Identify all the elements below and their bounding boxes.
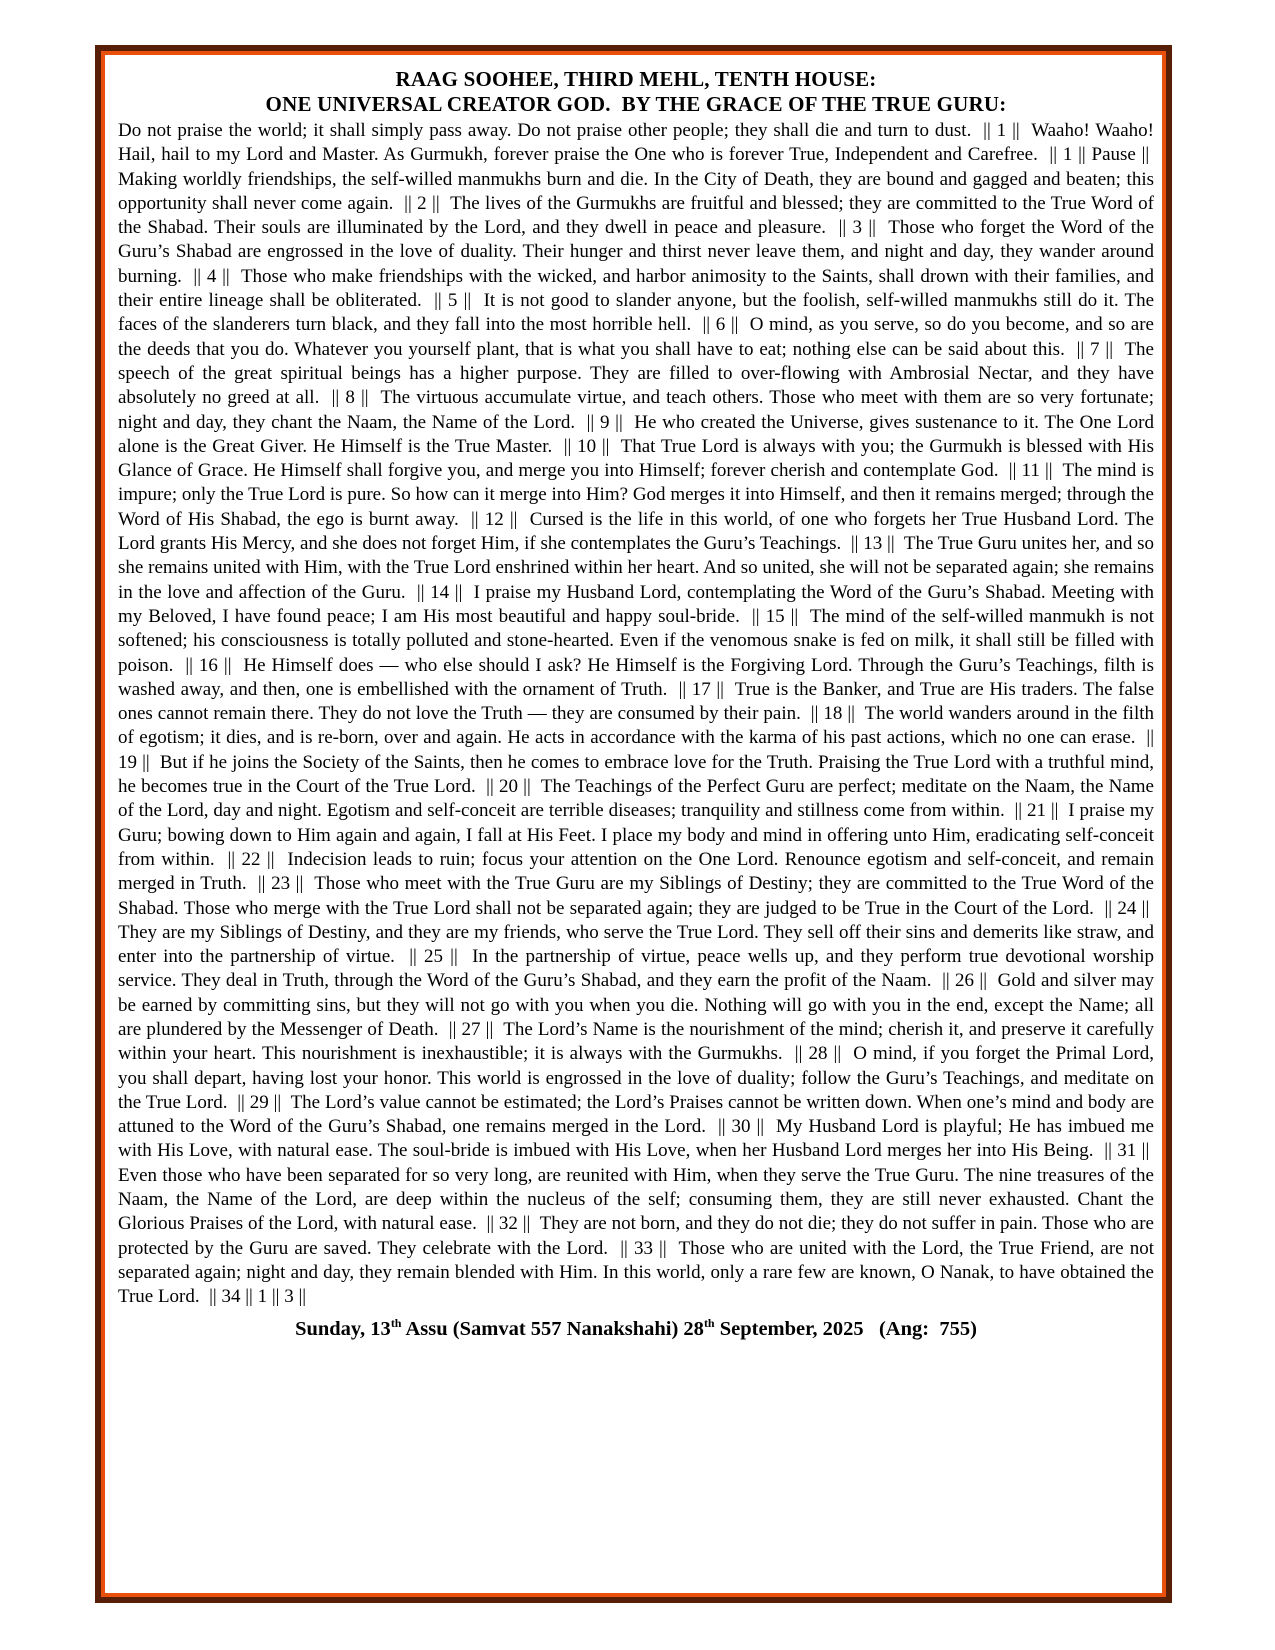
footer-date-part2: Assu (Samvat 557 Nanakshahi) 28 bbox=[401, 1317, 704, 1340]
decorative-page-border bbox=[95, 45, 1172, 1603]
footer-date-part3-ang: September, 2025 (Ang: 755) bbox=[714, 1317, 977, 1340]
scripture-text: Do not praise the world; it shall simply pass away. Do not praise other people; they shall die and turn to dust. || 1 || Waaho! Waaho! Hail, hail to my Lord and Master. As Gurmukh, forever praise the One who is forever True, Independent and Carefree. || 1 || Pause || Making worldly friendships, the self-willed manmukhs burn and die. In the City of Death, they are bound and gagged and beaten; this opportunity shall never come again. || 2 || The lives of the Gurmukhs are fruitful and blessed; they are committed to the True Word of the Shabad. Their souls are illuminated by the Lord, and they dwell in peace and pleasure. || 3 || Those who forget the Word of the Guru’s Shabad are engrossed in the love of duality. Their hunger and thirst never leave them, and night and day, they wander around burning. || 4 || Those who make friendships with the wicked, and harbor animosity to the Saints, shall drown with their families, and their entire lineage shall be obliterated. || 5 || It is not good to slander anyone, but the foolish, self-willed manmukhs still do it. The faces of the slanderers turn black, and they fall into the most horrible hell. || 6 || O mind, as you serve, so do you become, and so are the deeds that you do. Whatever you yourself plant, that is what you shall have to eat; nothing else can be said about this. || 7 || The speech of the great spiritual beings has a higher purpose. They are filled to over-flowing with Ambrosial Nectar, and they have absolutely no greed at all. || 8 || The virtuous accumulate virtue, and teach others. Those who meet with them are so very fortunate; night and day, they chant the Naam, the Name of the Lord. || 9 || He who created the Universe, gives sustenance to it. The One Lord alone is the Great Giver. He Himself is the True Master. || 10 || That True Lord is always with you; the Gurmukh is blessed with His Glance of Grace. He Himself shall forgive you, and merge you into Himself; forever cherish and contemplate God. || 11 || The mind is impure; only the True Lord is pure. So how can it merge into Him? God merges it into Himself, and then it remains merged; through the Word of His Shabad, the ego is burnt away. || 12 || Cursed is the life in this world, of one who forgets her True Husband Lord. The Lord grants His Mercy, and she does not forget Him, if she contemplates the Guru’s Teachings. || 13 || The True Guru unites her, and so she remains united with Him, with the True Lord enshrined within her heart. And so united, she will not be separated again; she remains in the love and affection of the Guru. || 14 || I praise my Husband Lord, contemplating the Word of the Guru’s Shabad. Meeting with my Beloved, I have found peace; I am His most beautiful and happy soul-bride. || 15 || The mind of the self-willed manmukh is not softened; his consciousness is totally polluted and stone-hearted. Even if the venomous snake is fed on milk, it shall still be filled with poison. || 16 || He Himself does — who else should I ask? He Himself is the Forgiving Lord. Through the Guru’s Teachings, filth is washed away, and then, one is embellished with the ornament of Truth. || 17 || True is the Banker, and True are His traders. The false ones cannot remain there. They do not love the Truth — they are consumed by their pain. || 18 || The world wanders around in the filth of egotism; it dies, and is re-born, over and again. He acts in accordance with the karma of his past actions, which no one can erase. || 19 || But if he joins the Society of the Saints, then he comes to embrace love for the Truth. Praising the True Lord with a truthful mind, he becomes true in the Court of the True Lord. || 20 || The Teachings of the Perfect Guru are perfect; meditate on the Naam, the Name of the Lord, day and night. Egotism and self-conceit are terrible diseases; tranquility and stillness come from within. || 21 || I praise my Guru; bowing down to Him again and again, I fall at His Feet. I place my body and mind in offering unto Him, eradicating self-conceit from within. || 22 || Indecision leads to ruin; focus your attention on the One Lord. Renounce egotism and self-conceit, and remain merged in Truth. || 23 || Those who meet with the True Guru are my Siblings of Destiny; they are committed to the True Word of the Shabad. Those who merge with the True Lord shall not be separated again; they are judged to be True in the Court of the Lord. || 24 || They are my Siblings of Destiny, and they are my friends, who serve the True Lord. They sell off their sins and demerits like straw, and enter into the partnership of virtue. || 25 || In the partnership of virtue, peace wells up, and they perform true devotional worship service. They deal in Truth, through the Word of the Guru’s Shabad, and they earn the profit of the Naam. || 26 || Gold and silver may be earned by committing sins, but they will not go with you when you die. Nothing will go with you in the end, except the Name; all are plundered by the Messenger of Death. || 27 || The Lord’s Name is the nourishment of the mind; cherish it, and preserve it carefully within your heart. This nourishment is inexhaustible; it is always with the Gurmukhs. || 28 || O mind, if you forget the Primal Lord, you shall depart, having lost your honor. This world is engrossed in the love of duality; follow the Guru’s Teachings, and meditate on the True Lord. || 29 || The Lord’s value cannot be estimated; the Lord’s Praises cannot be written down. When one’s mind and body are attuned to the Word of the Guru’s Shabad, one remains merged in the Lord. || 30 || My Husband Lord is playful; He has imbued me with His Love, with natural ease. The soul-bride is imbued with His Love, when her Husband Lord merges her into His Being. || 31 || Even those who have been separated for so very long, are reunited with Him, when they serve the True Guru. The nine treasures of the Naam, the Name of the Lord, are deep within the nucleus of the self; consuming them, they are still never exhausted. Chant the Glorious Praises of the Lord, with natural ease. || 32 || They are not born, and they do not die; they do not suffer in pain. Those who are protected by the Guru are saved. They celebrate with the Lord. || 33 || Those who are united with the Lord, the True Friend, are not separated again; night and day, they remain blended with Him. In this world, only a rare few are known, O Nanak, to have obtained the True Lord. || 34 || 1 || 3 || bbox=[118, 120, 1154, 1308]
page-title-raag-line: RAAG SOOHEE, THIRD MEHL, TENTH HOUSE: bbox=[395, 67, 877, 91]
page-content-area bbox=[101, 51, 1166, 1597]
footer-ordinal-superscript-1: th bbox=[390, 1315, 402, 1330]
footer-date-part1: Sunday, 13 bbox=[295, 1317, 391, 1340]
footer-ordinal-superscript-2: th bbox=[703, 1315, 715, 1330]
page-title-invocation-line: ONE UNIVERSAL CREATOR GOD. BY THE GRACE OF THE TRUE GURU: bbox=[265, 92, 1007, 116]
footer-date-line bbox=[118, 1316, 1154, 1342]
